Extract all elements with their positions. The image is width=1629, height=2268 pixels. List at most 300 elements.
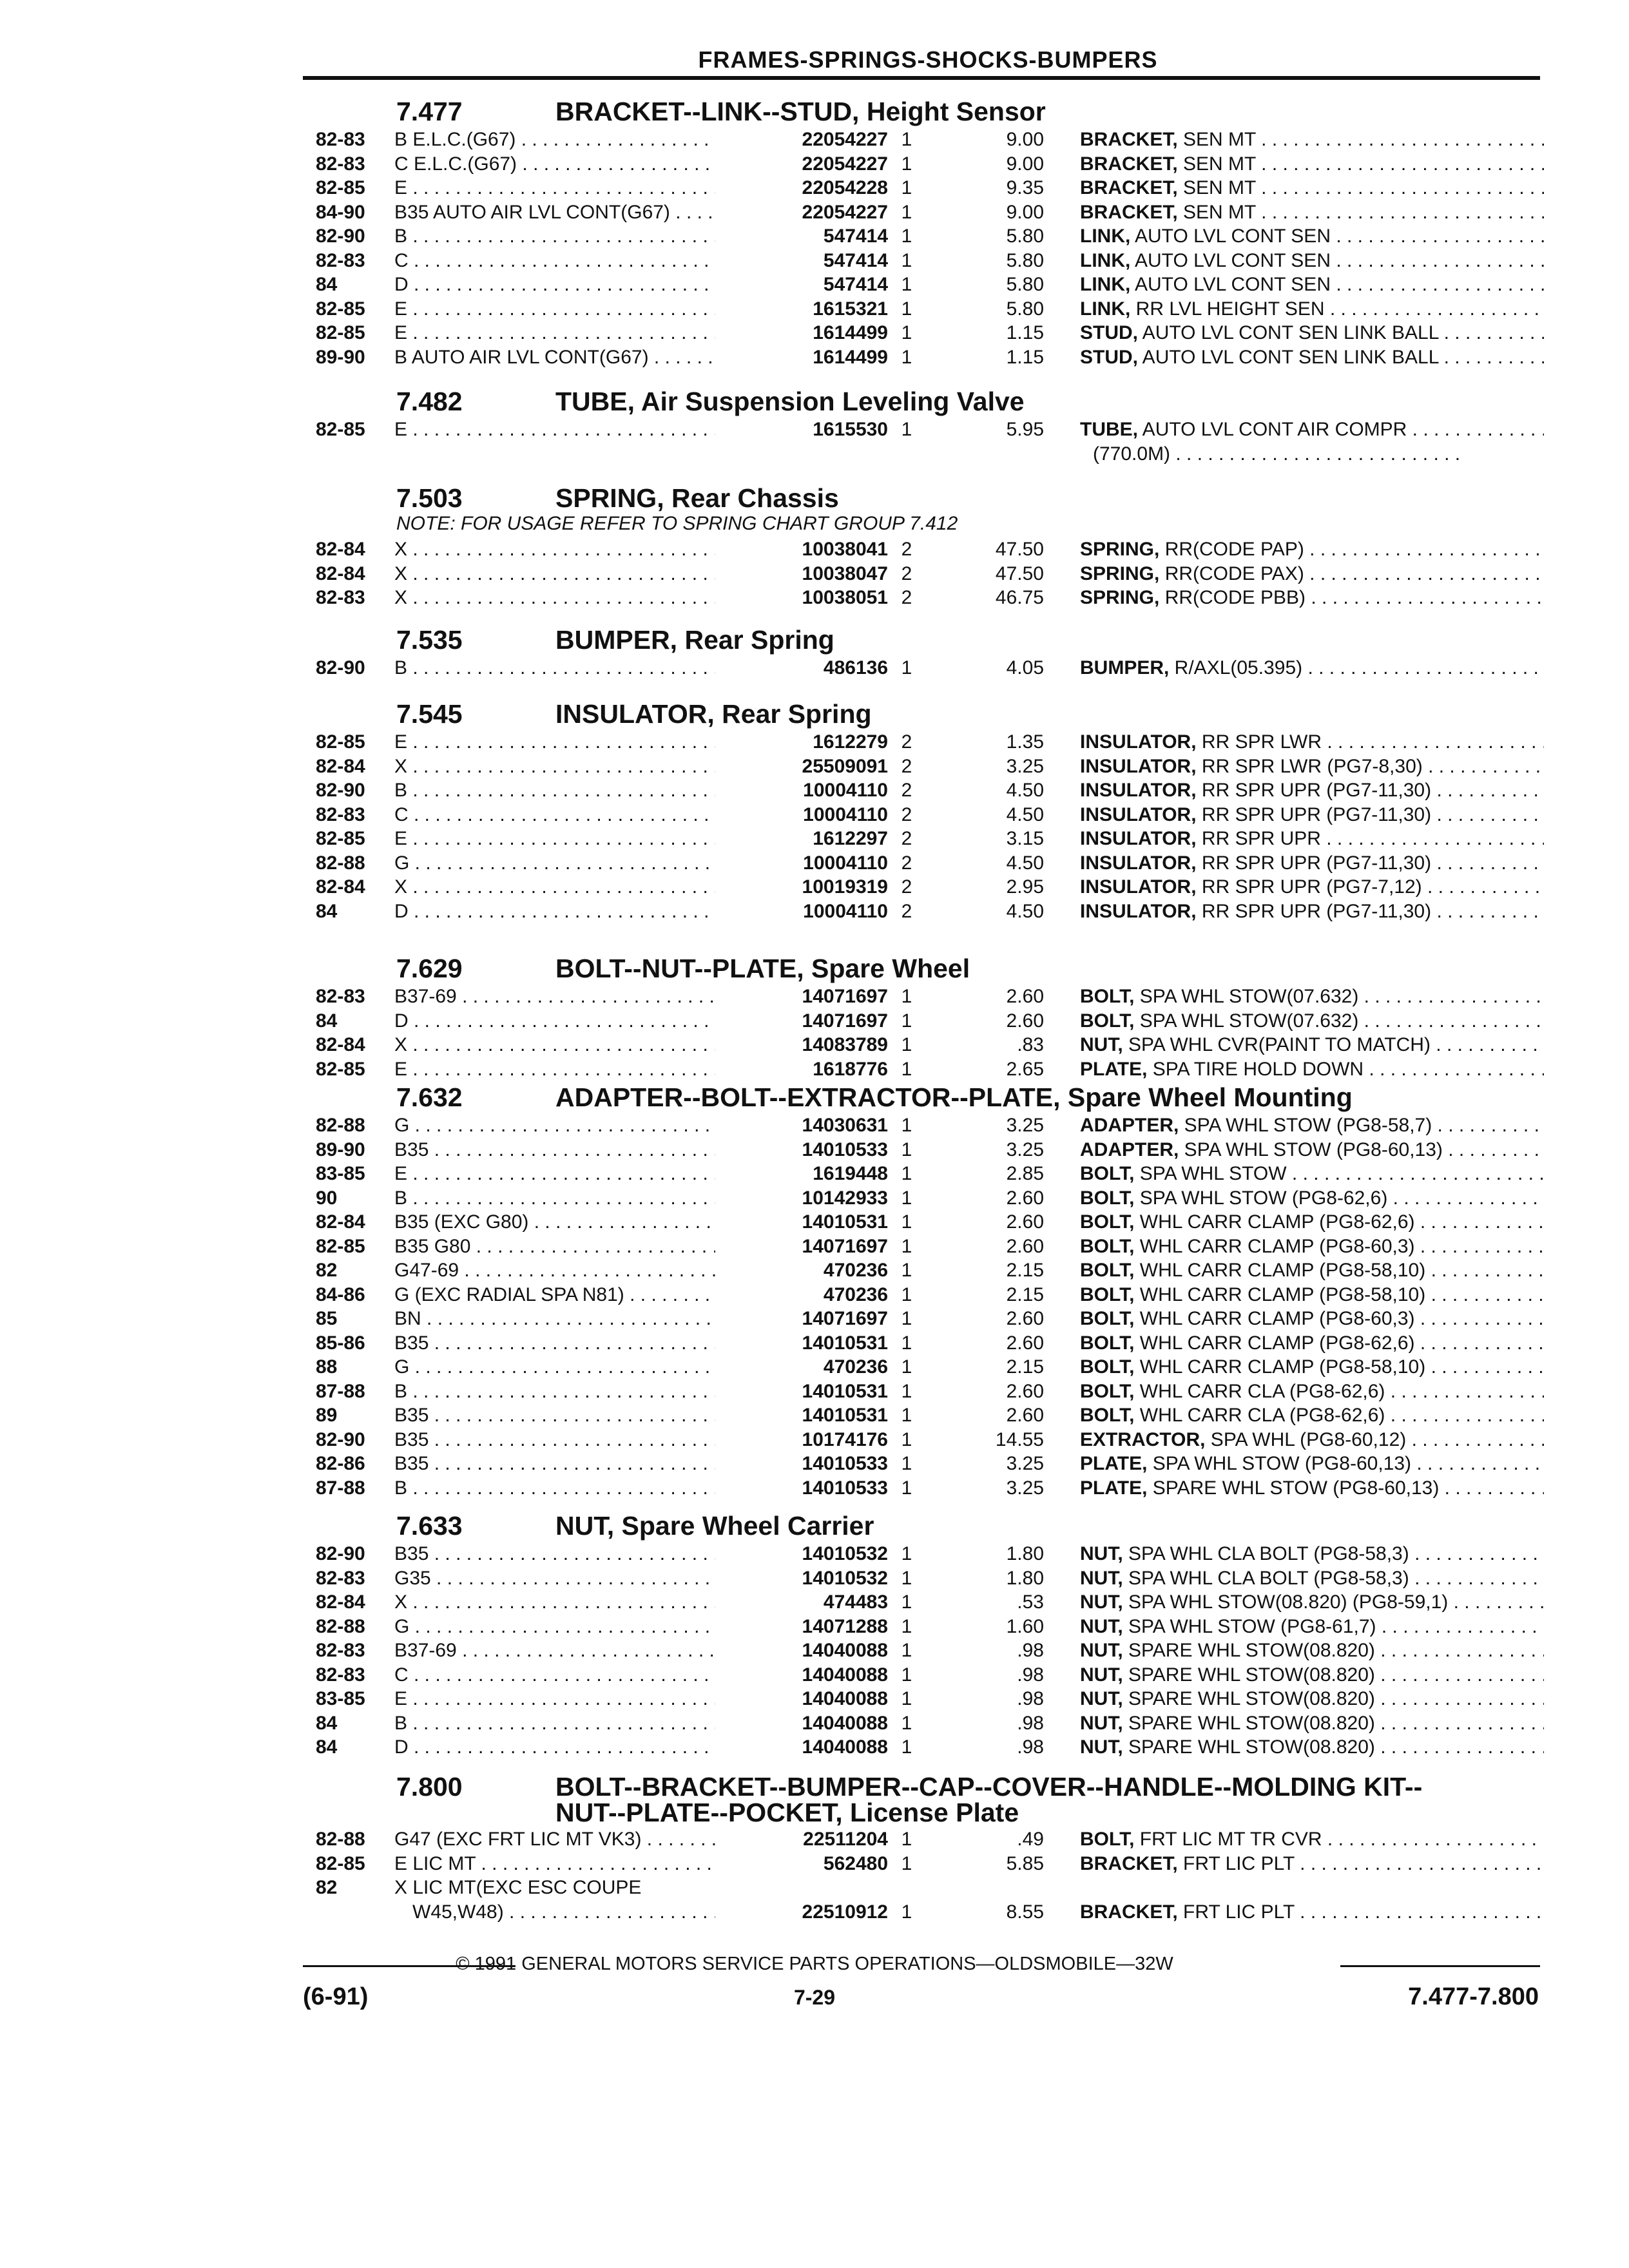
part-name — [1080, 1010, 1544, 1032]
part-name-key: BOLT, — [1080, 1283, 1135, 1305]
part-number: 14030631 — [715, 1115, 888, 1137]
part-name-key: PLATE, — [1080, 1477, 1148, 1499]
price: 5.80 — [1006, 249, 1044, 271]
table-row — [0, 780, 1629, 804]
price: 3.25 — [1006, 1477, 1044, 1499]
price: 9.00 — [1006, 201, 1044, 223]
part-name-key: INSULATOR, — [1080, 780, 1197, 801]
model-years: 82-90 — [316, 1543, 365, 1564]
part-name — [1080, 901, 1544, 923]
price: 3.25 — [1006, 1115, 1044, 1136]
table-row — [0, 1568, 1629, 1592]
part-name-detail: WHL CARR CLAMP (PG8-62,6) — [1134, 1332, 1415, 1354]
part-name-key: BUMPER, — [1080, 657, 1170, 678]
part-number: 562480 — [715, 1853, 888, 1875]
table-row — [0, 731, 1629, 756]
price: 47.50 — [995, 562, 1044, 584]
part-name-key: SPRING, — [1080, 539, 1160, 560]
part-name — [1080, 153, 1544, 175]
part-name-detail: RR SPR UPR (PG7-11,30) — [1196, 780, 1432, 801]
part-name-key: INSULATOR, — [1080, 755, 1197, 777]
price: 4.05 — [1006, 657, 1044, 678]
table-row — [0, 1284, 1629, 1309]
part-name — [1080, 1115, 1544, 1137]
model-years: 84 — [316, 1736, 338, 1758]
section-name: BOLT--BRACKET--BUMPER--CAP--COVER--HANDLE--MOLDING KIT-- — [555, 1772, 1423, 1802]
part-name — [1080, 876, 1544, 898]
price: 1.15 — [1006, 346, 1044, 368]
part-name-key: STUD, — [1080, 322, 1138, 343]
part-name-key: BOLT, — [1080, 1332, 1135, 1354]
model-years: 83-85 — [316, 1688, 365, 1709]
part-number: 14010533 — [715, 1139, 888, 1161]
part-name — [1080, 1616, 1544, 1638]
table-row — [0, 901, 1629, 925]
table-row — [0, 539, 1629, 563]
part-name-detail: WHL CARR CLAMP (PG8-58,10) — [1134, 1356, 1426, 1378]
table-row — [0, 1477, 1629, 1502]
model-years: 82-88 — [316, 852, 365, 874]
part-name — [1080, 129, 1544, 151]
model-years: 82-83 — [316, 1664, 365, 1686]
part-number: 14071697 — [715, 1236, 888, 1258]
table-row — [0, 274, 1629, 298]
quantity: 2 — [901, 828, 912, 849]
quantity: 2 — [901, 900, 912, 922]
quantity: 1 — [901, 1283, 912, 1305]
part-name-detail: FRT LIC PLT — [1177, 1901, 1295, 1923]
part-name — [1080, 756, 1544, 778]
model-desc: B35 . . . — [394, 1332, 742, 1354]
part-number: 1612297 — [715, 828, 888, 850]
part-number: 14010533 — [715, 1453, 888, 1475]
section-name: BUMPER, Rear Spring — [555, 625, 834, 655]
model-years: 82-84 — [316, 755, 365, 777]
part-number: 547414 — [715, 250, 888, 272]
part-number: 14071697 — [715, 1010, 888, 1032]
section-number: 7.629 — [396, 954, 463, 983]
model-desc: B . . . — [394, 226, 742, 247]
model-years: 82-83 — [316, 587, 365, 608]
model-desc: E . . . — [394, 1059, 742, 1081]
model-desc: B35 . . . — [394, 1405, 742, 1427]
model-years: 84 — [316, 900, 338, 922]
part-name — [1080, 657, 1544, 679]
part-name — [1080, 804, 1544, 826]
part-number: 14040088 — [715, 1664, 888, 1686]
part-number: 14040088 — [715, 1736, 888, 1758]
part-name-key: LINK, — [1080, 298, 1131, 320]
part-name-detail: RR SPR UPR (PG7-7,12) — [1196, 876, 1422, 898]
part-name-key: NUT, — [1080, 1543, 1123, 1564]
quantity: 1 — [901, 1852, 912, 1874]
price: 2.60 — [1006, 986, 1044, 1007]
part-number: 14010531 — [715, 1405, 888, 1427]
part-name-key: PLATE, — [1080, 1453, 1148, 1474]
part-name — [1080, 1664, 1544, 1686]
part-name — [1080, 1381, 1544, 1403]
price: 5.95 — [1006, 419, 1044, 440]
quantity: 1 — [901, 177, 912, 198]
table-row — [0, 1010, 1629, 1035]
table-row — [0, 1591, 1629, 1616]
part-name — [1080, 539, 1544, 561]
part-name — [1080, 1713, 1544, 1735]
quantity: 1 — [901, 1380, 912, 1402]
price: 2.60 — [1006, 1235, 1044, 1257]
model-desc: D . . . — [394, 901, 742, 923]
part-name-key: INSULATOR, — [1080, 731, 1197, 753]
part-number: 25509091 — [715, 756, 888, 778]
model-years: 87-88 — [316, 1477, 365, 1499]
part-name-detail: WHL CARR CLAMP (PG8-60,3) — [1134, 1308, 1415, 1329]
part-name-detail: WHL CARR CLAMP (PG8-60,3) — [1134, 1235, 1415, 1257]
part-name-detail: RR SPR UPR (PG7-11,30) — [1196, 803, 1432, 825]
model-desc: B E.L.C.(G67) . . . — [394, 129, 742, 151]
part-name-detail: SPARE WHL STOW(08.820) — [1123, 1736, 1375, 1758]
model-desc: E . . . — [394, 828, 742, 850]
part-name — [1080, 1640, 1544, 1662]
model-desc: B35 (EXC G80) . . . — [394, 1211, 742, 1233]
model-desc: B35 . . . — [394, 1139, 742, 1161]
model-years: 85 — [316, 1308, 338, 1329]
part-name-detail: SPA WHL STOW (PG8-61,7) — [1123, 1615, 1376, 1637]
part-name-detail: RR SPR UPR (PG7-11,30) — [1196, 900, 1432, 922]
model-desc: G47 (EXC FRT LIC MT VK3) . . . — [394, 1829, 742, 1850]
part-name-detail: SPA WHL CLA BOLT (PG8-58,3) — [1123, 1543, 1409, 1564]
price: .53 — [1017, 1591, 1044, 1613]
part-name-key: BOLT, — [1080, 1380, 1135, 1402]
model-years: 82-83 — [316, 1640, 365, 1661]
price: .98 — [1017, 1664, 1044, 1686]
part-number: 10038047 — [715, 563, 888, 585]
part-name — [1080, 202, 1544, 224]
part-number: 14010533 — [715, 1477, 888, 1499]
model-years: 82-88 — [316, 1829, 365, 1850]
table-row — [0, 298, 1629, 323]
model-desc: B . . . — [394, 780, 742, 802]
part-number: 14010532 — [715, 1568, 888, 1590]
quantity: 1 — [901, 226, 912, 247]
part-name — [1080, 986, 1544, 1008]
table-row — [0, 1115, 1629, 1139]
price: 2.60 — [1006, 1405, 1044, 1426]
part-number: 10004110 — [715, 780, 888, 802]
section-name: INSULATOR, Rear Spring — [555, 699, 872, 729]
section-name: SPRING, Rear Chassis — [555, 483, 839, 513]
part-name-key: BRACKET, — [1080, 201, 1178, 223]
model-years: 85-86 — [316, 1332, 365, 1354]
table-row — [0, 177, 1629, 202]
model-years: 82-83 — [316, 986, 365, 1007]
quantity: 1 — [901, 1615, 912, 1637]
page-title: FRAMES-SPRINGS-SHOCKS-BUMPERS — [698, 46, 1158, 73]
quantity: 1 — [901, 1260, 912, 1281]
part-name — [1080, 1187, 1544, 1209]
part-name-key: BOLT, — [1080, 1163, 1135, 1184]
part-number: 14010531 — [715, 1211, 888, 1233]
part-name-key: NUT, — [1080, 1688, 1123, 1709]
part-name-detail: SPA WHL STOW(07.632) — [1134, 1010, 1359, 1032]
model-desc: X . . . — [394, 539, 742, 561]
copyright-text: © 1991 GENERAL MOTORS SERVICE PARTS OPERATIONS—OLDSMOBILE—32W — [456, 1954, 1173, 1974]
section-name: BOLT--NUT--PLATE, Spare Wheel — [555, 954, 970, 983]
price: 4.50 — [1006, 780, 1044, 801]
part-number: 10174176 — [715, 1429, 888, 1451]
table-row — [0, 563, 1629, 588]
table-row — [0, 1059, 1629, 1083]
quantity: 1 — [901, 201, 912, 223]
part-name-detail: SPA WHL STOW (PG8-58,7) — [1179, 1115, 1432, 1136]
table-row — [0, 1713, 1629, 1737]
model-years: 82-85 — [316, 177, 365, 198]
part-name-detail: AUTO LVL CONT SEN LINK BALL — [1138, 322, 1439, 343]
price: 9.00 — [1006, 153, 1044, 175]
model-years: 82-83 — [316, 129, 365, 150]
section-number: 7.477 — [396, 97, 463, 126]
price: 4.50 — [1006, 803, 1044, 825]
price: 2.15 — [1006, 1283, 1044, 1305]
model-desc: G . . . — [394, 1356, 742, 1378]
quantity: 1 — [901, 657, 912, 678]
section-number: 7.535 — [396, 625, 463, 655]
section-name: ADAPTER--BOLT--EXTRACTOR--PLATE, Spare Wheel Mounting — [555, 1082, 1353, 1112]
part-number: 14083789 — [715, 1034, 888, 1056]
model-years: 84 — [316, 1010, 338, 1032]
model-years: 82-83 — [316, 803, 365, 825]
part-name-detail: SEN MT — [1177, 177, 1256, 198]
quantity: 2 — [901, 731, 912, 753]
quantity: 2 — [901, 780, 912, 801]
model-years: 82-85 — [316, 322, 365, 343]
model-desc: G (EXC RADIAL SPA N81) . . . — [394, 1284, 742, 1306]
model-years: 84 — [316, 1712, 338, 1734]
part-name-key: BRACKET, — [1080, 1852, 1178, 1874]
part-number: 22054227 — [715, 153, 888, 175]
model-desc: X . . . — [394, 1591, 742, 1613]
part-name-detail: SPA WHL STOW (PG8-60,13) — [1147, 1453, 1412, 1474]
model-years: 82-85 — [316, 298, 365, 320]
price: 8.55 — [1006, 1901, 1044, 1923]
part-name-detail: SPARE WHL STOW (PG8-60,13) — [1147, 1477, 1440, 1499]
part-name-key: BRACKET, — [1080, 1901, 1178, 1923]
part-name — [1080, 1477, 1544, 1499]
price: 3.15 — [1006, 828, 1044, 849]
quantity: 1 — [901, 1034, 912, 1055]
model-desc: B35 G80 . . . — [394, 1236, 742, 1258]
section-number: 7.633 — [396, 1511, 463, 1541]
part-name — [1080, 780, 1544, 802]
table-row — [0, 1163, 1629, 1187]
table-row — [0, 153, 1629, 178]
quantity: 1 — [901, 1332, 912, 1354]
part-number: 22054227 — [715, 202, 888, 224]
model-desc: X LIC MT(EXC ESC COUPE — [394, 1877, 642, 1898]
part-name-key: BOLT, — [1080, 1308, 1135, 1329]
part-number: 10142933 — [715, 1187, 888, 1209]
model-years: 83-85 — [316, 1163, 365, 1184]
part-name — [1080, 1260, 1544, 1282]
model-years: 90 — [316, 1187, 338, 1209]
price: 1.60 — [1006, 1615, 1044, 1637]
part-number: 1615530 — [715, 419, 888, 441]
quantity: 1 — [901, 298, 912, 320]
part-name-detail: FRT LIC MT TR CVR — [1134, 1829, 1322, 1850]
part-number: 1618776 — [715, 1059, 888, 1081]
model-years: 89 — [316, 1405, 338, 1426]
part-name-key: LINK, — [1080, 226, 1131, 247]
part-number: 10038051 — [715, 587, 888, 609]
table-row — [0, 1664, 1629, 1689]
quantity: 2 — [901, 539, 912, 560]
quantity: 1 — [901, 129, 912, 150]
table-row — [0, 1260, 1629, 1284]
part-name-detail: SEN MT — [1177, 153, 1256, 175]
model-desc: X . . . — [394, 756, 742, 778]
part-name-key: NUT, — [1080, 1712, 1123, 1734]
table-row — [0, 322, 1629, 347]
part-number: 1614499 — [715, 322, 888, 344]
part-name-detail: SPA WHL (PG8-60,12) — [1205, 1428, 1407, 1450]
table-row — [0, 587, 1629, 611]
part-name-key: BOLT, — [1080, 1010, 1135, 1032]
part-name-key: NUT, — [1080, 1640, 1123, 1661]
part-name — [1080, 1429, 1544, 1451]
price: 46.75 — [995, 587, 1044, 608]
part-name-key: BRACKET, — [1080, 153, 1178, 175]
quantity: 2 — [901, 755, 912, 777]
model-desc: E . . . — [394, 322, 742, 344]
part-name-detail: SPA WHL STOW — [1134, 1163, 1287, 1184]
model-years: 84-86 — [316, 1283, 365, 1305]
price: 1.80 — [1006, 1567, 1044, 1589]
model-desc: C . . . — [394, 250, 742, 272]
section-name: TUBE, Air Suspension Leveling Valve — [555, 387, 1025, 416]
part-name — [1080, 226, 1544, 247]
section-number: 7.800 — [396, 1772, 463, 1802]
part-number: 14040088 — [715, 1713, 888, 1735]
model-desc: B AUTO AIR LVL CONT(G67) . . . — [394, 347, 742, 369]
part-name-key: NUT, — [1080, 1591, 1123, 1613]
model-years: 82-83 — [316, 249, 365, 271]
part-number: 10004110 — [715, 804, 888, 826]
part-number: 14071697 — [715, 986, 888, 1008]
part-number: 547414 — [715, 226, 888, 247]
leader-dots: . . . . . . . . . . . . . . . . . . . . . . . . . . . — [1170, 443, 1461, 465]
price: .98 — [1017, 1688, 1044, 1709]
table-row — [0, 1405, 1629, 1429]
part-name-detail: RR SPR UPR (PG7-11,30) — [1196, 852, 1432, 874]
price: 1.80 — [1006, 1543, 1044, 1564]
part-name-key: INSULATOR, — [1080, 852, 1197, 874]
model-desc-cont: W45,W48) . . . — [412, 1901, 741, 1923]
part-name — [1080, 587, 1544, 609]
part-name — [1080, 1591, 1544, 1613]
model-years: 82-85 — [316, 731, 365, 753]
quantity: 1 — [901, 1235, 912, 1257]
part-name — [1080, 1284, 1544, 1306]
part-number: 22054228 — [715, 177, 888, 199]
model-years: 82-85 — [316, 1058, 365, 1080]
part-name — [1080, 1332, 1544, 1354]
model-desc: E . . . — [394, 1163, 742, 1185]
price: .98 — [1017, 1712, 1044, 1734]
part-name-detail: RR(CODE PBB) — [1159, 587, 1306, 608]
model-desc: B35 . . . — [394, 1429, 742, 1451]
price: 5.80 — [1006, 274, 1044, 295]
table-row — [0, 1381, 1629, 1405]
part-name-detail: WHL CARR CLAMP (PG8-62,6) — [1134, 1211, 1415, 1233]
part-name-detail: R/AXL(05.395) — [1169, 657, 1303, 678]
table-row — [0, 1616, 1629, 1640]
part-name-detail: SPA WHL CLA BOLT (PG8-58,3) — [1123, 1567, 1409, 1589]
model-years: 87-88 — [316, 1380, 365, 1402]
price: 2.95 — [1006, 876, 1044, 898]
page-number: 7-29 — [793, 1986, 836, 2009]
price: 9.35 — [1006, 177, 1044, 198]
revision-date: (6-91) — [303, 1983, 369, 2010]
part-name-key: BRACKET, — [1080, 177, 1178, 198]
model-desc: D . . . — [394, 1736, 742, 1758]
part-name-key: ADAPTER, — [1080, 1139, 1179, 1160]
table-row — [0, 756, 1629, 780]
section-name: BRACKET--LINK--STUD, Height Sensor — [555, 97, 1046, 126]
part-number: 14010531 — [715, 1332, 888, 1354]
price: 47.50 — [995, 539, 1044, 560]
quantity: 1 — [901, 1163, 912, 1184]
price: 2.60 — [1006, 1380, 1044, 1402]
model-desc: B35 . . . — [394, 1543, 742, 1565]
part-number: 10019319 — [715, 876, 888, 898]
price: 4.50 — [1006, 852, 1044, 874]
table-row — [0, 226, 1629, 250]
part-number: 10004110 — [715, 852, 888, 874]
price: 14.55 — [995, 1428, 1044, 1450]
price: 2.65 — [1006, 1058, 1044, 1080]
model-desc: G . . . — [394, 1616, 742, 1638]
part-name-key: BOLT, — [1080, 1829, 1135, 1850]
part-name-detail: SPA WHL STOW(07.632) — [1134, 986, 1359, 1007]
part-number: 486136 — [715, 657, 888, 679]
model-desc: B35 AUTO AIR LVL CONT(G67) . . . — [394, 202, 742, 224]
part-name-key: BOLT, — [1080, 1260, 1135, 1281]
part-number: 1619448 — [715, 1163, 888, 1185]
table-row — [0, 129, 1629, 153]
model-years: 82 — [316, 1877, 338, 1898]
part-name-key: LINK, — [1080, 249, 1131, 271]
part-name-detail: SEN MT — [1177, 129, 1256, 150]
quantity: 1 — [901, 1405, 912, 1426]
quantity: 1 — [901, 1736, 912, 1758]
part-name — [1080, 1853, 1544, 1875]
part-name — [1080, 1568, 1544, 1590]
table-row — [0, 876, 1629, 901]
part-name-key: SPRING, — [1080, 562, 1160, 584]
quantity: 1 — [901, 1428, 912, 1450]
model-years: 82-85 — [316, 419, 365, 440]
part-name-detail: SPA WHL CVR(PAINT TO MATCH) — [1123, 1034, 1431, 1055]
part-number: 14040088 — [715, 1688, 888, 1710]
table-row — [0, 1877, 1629, 1901]
part-name — [1080, 250, 1544, 272]
part-name-key: BOLT, — [1080, 986, 1135, 1007]
model-desc: G . . . — [394, 1115, 742, 1137]
price: 1.35 — [1006, 731, 1044, 753]
model-desc: E . . . — [394, 1688, 742, 1710]
table-row — [0, 419, 1629, 443]
model-years: 89-90 — [316, 346, 365, 368]
section-name-line2: NUT--PLATE--POCKET, License Plate — [555, 1798, 1019, 1827]
